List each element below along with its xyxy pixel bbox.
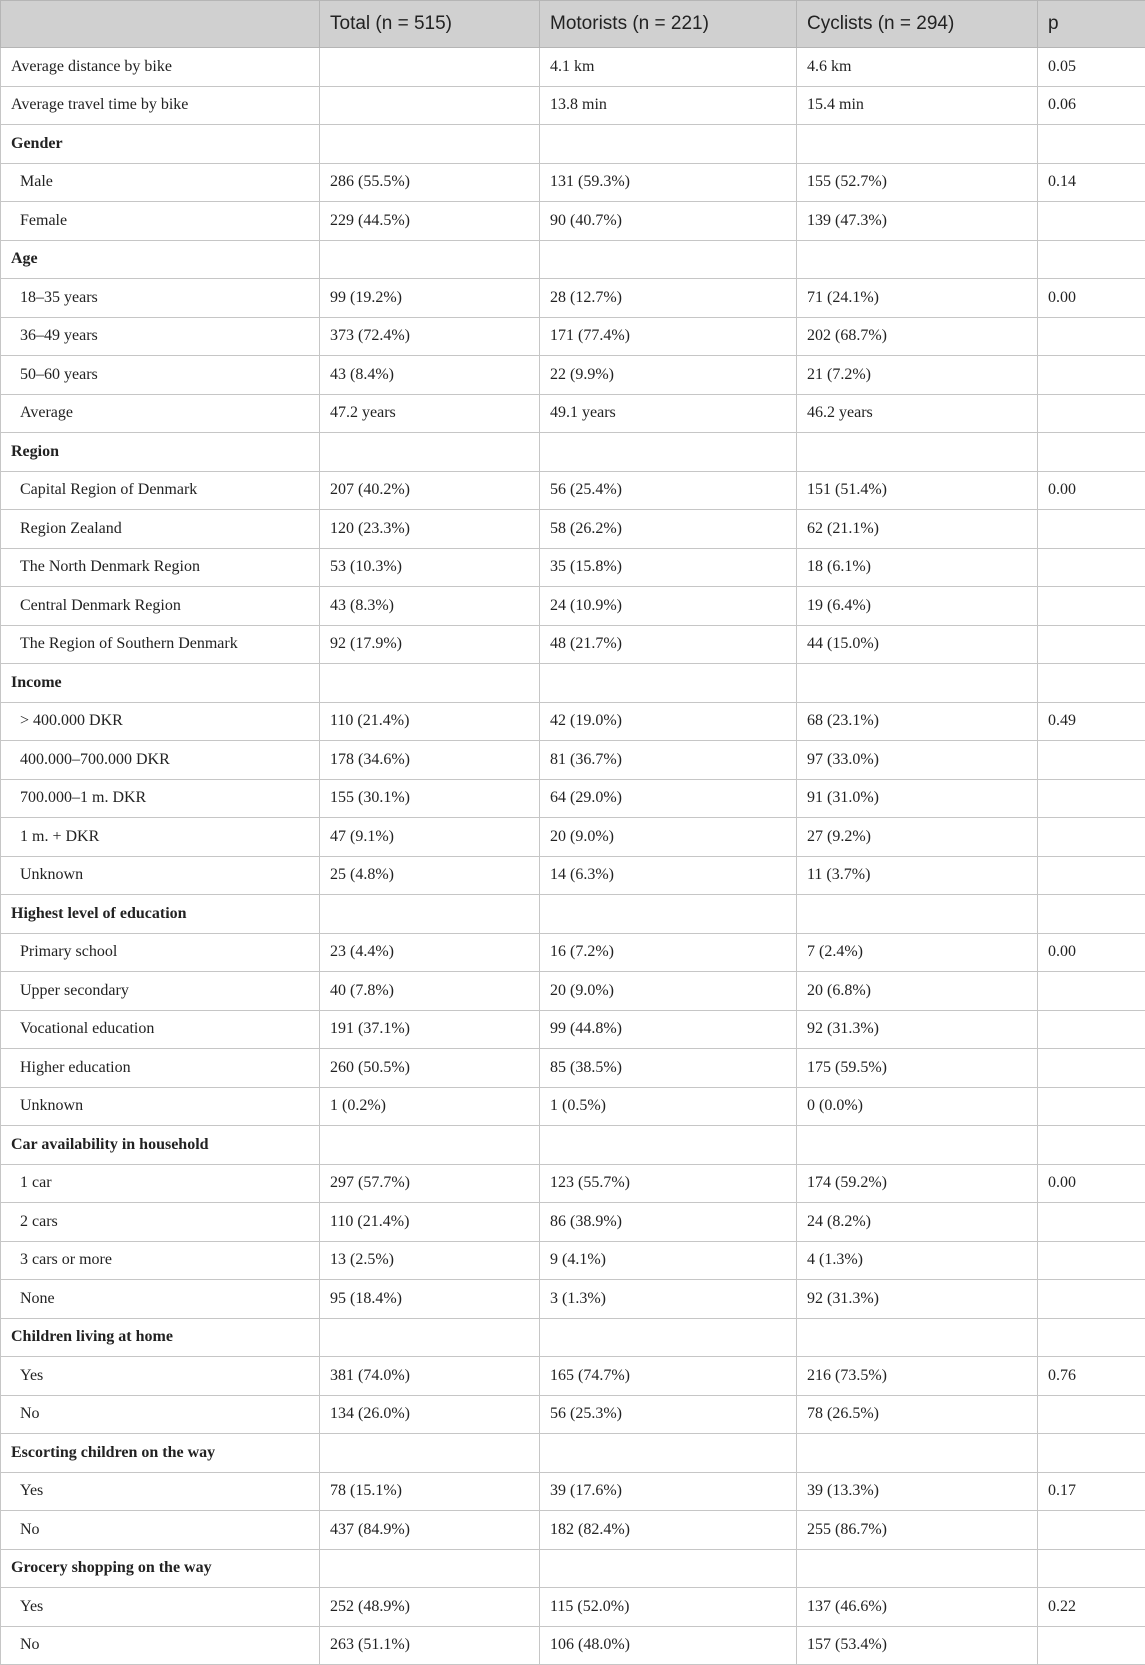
total-cell: 229 (44.5%) (320, 202, 540, 241)
motorists-cell: 48 (21.7%) (540, 625, 797, 664)
p-value-cell: 0.00 (1038, 1164, 1145, 1203)
table-row (1, 779, 1145, 818)
cyclists-cell: 68 (23.1%) (797, 702, 1038, 741)
cyclists-cell: 139 (47.3%) (797, 202, 1038, 241)
row-label: Higher education (1, 1049, 320, 1088)
table-row (1, 394, 1145, 433)
p-value-cell (1038, 394, 1145, 433)
p-value-cell (1038, 1318, 1145, 1357)
cyclists-cell (797, 1318, 1038, 1357)
total-cell: 92 (17.9%) (320, 625, 540, 664)
p-value-cell (1038, 356, 1145, 395)
total-cell: 260 (50.5%) (320, 1049, 540, 1088)
section-row (1, 895, 1145, 934)
cyclists-cell: 92 (31.3%) (797, 1280, 1038, 1319)
table-row (1, 1511, 1145, 1550)
table-row (1, 163, 1145, 202)
total-cell (320, 1126, 540, 1165)
total-cell: 191 (37.1%) (320, 1010, 540, 1049)
p-value-cell (1038, 818, 1145, 857)
table-row (1, 48, 1145, 87)
total-cell (320, 48, 540, 87)
p-value-cell (1038, 1049, 1145, 1088)
cyclists-cell (797, 240, 1038, 279)
total-cell: 43 (8.4%) (320, 356, 540, 395)
motorists-cell: 20 (9.0%) (540, 972, 797, 1011)
p-value-cell: 0.49 (1038, 702, 1145, 741)
section-heading: Highest level of education (1, 895, 320, 934)
row-label: 50–60 years (1, 356, 320, 395)
table-row (1, 741, 1145, 780)
cyclists-cell: 27 (9.2%) (797, 818, 1038, 857)
row-label: Unknown (1, 1087, 320, 1126)
p-value-cell (1038, 664, 1145, 703)
motorists-cell: 22 (9.9%) (540, 356, 797, 395)
motorists-cell: 4.1 km (540, 48, 797, 87)
cyclists-cell (797, 895, 1038, 934)
row-label: 3 cars or more (1, 1241, 320, 1280)
section-row (1, 1549, 1145, 1588)
p-value-cell: 0.76 (1038, 1357, 1145, 1396)
p-value-cell (1038, 856, 1145, 895)
cyclists-cell: 78 (26.5%) (797, 1395, 1038, 1434)
section-row (1, 664, 1145, 703)
cyclists-cell: 175 (59.5%) (797, 1049, 1038, 1088)
p-value-cell (1038, 1434, 1145, 1473)
motorists-cell: 58 (26.2%) (540, 510, 797, 549)
row-label: Yes (1, 1472, 320, 1511)
table-row (1, 1203, 1145, 1242)
motorists-cell (540, 240, 797, 279)
motorists-cell: 106 (48.0%) (540, 1626, 797, 1665)
section-row (1, 125, 1145, 164)
cyclists-cell: 20 (6.8%) (797, 972, 1038, 1011)
section-heading: Region (1, 433, 320, 472)
total-cell: 120 (23.3%) (320, 510, 540, 549)
p-value-cell (1038, 625, 1145, 664)
section-heading: Escorting children on the way (1, 1434, 320, 1473)
table-row (1, 86, 1145, 125)
motorists-cell: 165 (74.7%) (540, 1357, 797, 1396)
cyclists-cell: 46.2 years (797, 394, 1038, 433)
p-value-cell (1038, 548, 1145, 587)
row-label: 1 car (1, 1164, 320, 1203)
cyclists-cell (797, 433, 1038, 472)
motorists-cell: 24 (10.9%) (540, 587, 797, 626)
section-row (1, 433, 1145, 472)
cyclists-cell: 44 (15.0%) (797, 625, 1038, 664)
total-cell: 437 (84.9%) (320, 1511, 540, 1550)
total-cell: 110 (21.4%) (320, 1203, 540, 1242)
section-heading: Car availability in household (1, 1126, 320, 1165)
p-value-cell (1038, 1203, 1145, 1242)
row-label: Central Denmark Region (1, 587, 320, 626)
p-value-cell (1038, 1126, 1145, 1165)
table-row (1, 1626, 1145, 1665)
cyclists-cell: 157 (53.4%) (797, 1626, 1038, 1665)
cyclists-cell: 155 (52.7%) (797, 163, 1038, 202)
header-cell-cyclists: Cyclists (n = 294) (797, 1, 1038, 48)
cyclists-cell: 4 (1.3%) (797, 1241, 1038, 1280)
p-value-cell: 0.22 (1038, 1588, 1145, 1627)
motorists-cell: 28 (12.7%) (540, 279, 797, 318)
total-cell: 43 (8.3%) (320, 587, 540, 626)
cyclists-cell: 202 (68.7%) (797, 317, 1038, 356)
total-cell: 110 (21.4%) (320, 702, 540, 741)
total-cell: 13 (2.5%) (320, 1241, 540, 1280)
table-row (1, 1241, 1145, 1280)
p-value-cell (1038, 202, 1145, 241)
total-cell (320, 125, 540, 164)
total-cell: 95 (18.4%) (320, 1280, 540, 1319)
total-cell: 53 (10.3%) (320, 548, 540, 587)
motorists-cell (540, 1318, 797, 1357)
table-row (1, 625, 1145, 664)
header-cell-motorists: Motorists (n = 221) (540, 1, 797, 48)
cyclists-cell: 62 (21.1%) (797, 510, 1038, 549)
table-row (1, 818, 1145, 857)
section-heading: Grocery shopping on the way (1, 1549, 320, 1588)
total-cell: 263 (51.1%) (320, 1626, 540, 1665)
cyclists-cell: 216 (73.5%) (797, 1357, 1038, 1396)
p-value-cell (1038, 317, 1145, 356)
p-value-cell: 0.14 (1038, 163, 1145, 202)
motorists-cell: 9 (4.1%) (540, 1241, 797, 1280)
table-row (1, 279, 1145, 318)
motorists-cell: 39 (17.6%) (540, 1472, 797, 1511)
total-cell: 47.2 years (320, 394, 540, 433)
table-row (1, 1588, 1145, 1627)
table-row (1, 972, 1145, 1011)
p-value-cell (1038, 895, 1145, 934)
p-value-cell: 0.06 (1038, 86, 1145, 125)
motorists-cell: 16 (7.2%) (540, 933, 797, 972)
p-value-cell (1038, 587, 1145, 626)
header-cell-total: Total (n = 515) (320, 1, 540, 48)
motorists-cell: 85 (38.5%) (540, 1049, 797, 1088)
motorists-cell (540, 1434, 797, 1473)
table-row (1, 1164, 1145, 1203)
motorists-cell: 1 (0.5%) (540, 1087, 797, 1126)
cyclists-cell (797, 1434, 1038, 1473)
cyclists-cell: 137 (46.6%) (797, 1588, 1038, 1627)
table-row (1, 1087, 1145, 1126)
p-value-cell (1038, 1395, 1145, 1434)
p-value-cell (1038, 741, 1145, 780)
section-heading: Gender (1, 125, 320, 164)
cyclists-cell: 71 (24.1%) (797, 279, 1038, 318)
motorists-cell: 56 (25.4%) (540, 471, 797, 510)
total-cell (320, 433, 540, 472)
row-label: Average (1, 394, 320, 433)
header-row (1, 1, 1145, 48)
row-label: Region Zealand (1, 510, 320, 549)
total-cell: 78 (15.1%) (320, 1472, 540, 1511)
table-row (1, 317, 1145, 356)
cyclists-cell (797, 1126, 1038, 1165)
total-cell (320, 895, 540, 934)
total-cell: 47 (9.1%) (320, 818, 540, 857)
table-row (1, 1395, 1145, 1434)
row-label: Vocational education (1, 1010, 320, 1049)
motorists-cell: 14 (6.3%) (540, 856, 797, 895)
p-value-cell: 0.00 (1038, 471, 1145, 510)
cyclists-cell (797, 664, 1038, 703)
row-label: Average distance by bike (1, 48, 320, 87)
p-value-cell (1038, 972, 1145, 1011)
p-value-cell (1038, 1010, 1145, 1049)
cyclists-cell (797, 125, 1038, 164)
cyclists-cell: 255 (86.7%) (797, 1511, 1038, 1550)
row-label: Yes (1, 1588, 320, 1627)
row-label: No (1, 1511, 320, 1550)
total-cell: 252 (48.9%) (320, 1588, 540, 1627)
motorists-cell: 81 (36.7%) (540, 741, 797, 780)
total-cell: 178 (34.6%) (320, 741, 540, 780)
motorists-cell: 182 (82.4%) (540, 1511, 797, 1550)
p-value-cell (1038, 1280, 1145, 1319)
p-value-cell (1038, 240, 1145, 279)
table-row (1, 1472, 1145, 1511)
total-cell: 373 (72.4%) (320, 317, 540, 356)
total-cell (320, 240, 540, 279)
motorists-cell: 13.8 min (540, 86, 797, 125)
cyclists-cell: 15.4 min (797, 86, 1038, 125)
row-label: Primary school (1, 933, 320, 972)
motorists-cell (540, 1549, 797, 1588)
cyclists-cell: 19 (6.4%) (797, 587, 1038, 626)
total-cell: 25 (4.8%) (320, 856, 540, 895)
cyclists-cell: 4.6 km (797, 48, 1038, 87)
table-row (1, 1357, 1145, 1396)
p-value-cell: 0.17 (1038, 1472, 1145, 1511)
p-value-cell (1038, 510, 1145, 549)
motorists-cell: 20 (9.0%) (540, 818, 797, 857)
p-value-cell (1038, 779, 1145, 818)
header-cell-label (1, 1, 320, 48)
row-label: 2 cars (1, 1203, 320, 1242)
total-cell: 99 (19.2%) (320, 279, 540, 318)
table-row (1, 1280, 1145, 1319)
cyclists-cell: 151 (51.4%) (797, 471, 1038, 510)
row-label: Female (1, 202, 320, 241)
total-cell (320, 1318, 540, 1357)
table-row (1, 933, 1145, 972)
total-cell: 286 (55.5%) (320, 163, 540, 202)
motorists-cell: 115 (52.0%) (540, 1588, 797, 1627)
cyclists-cell: 97 (33.0%) (797, 741, 1038, 780)
total-cell: 155 (30.1%) (320, 779, 540, 818)
row-label: Average travel time by bike (1, 86, 320, 125)
motorists-cell: 99 (44.8%) (540, 1010, 797, 1049)
row-label: > 400.000 DKR (1, 702, 320, 741)
table-row (1, 202, 1145, 241)
row-label: Male (1, 163, 320, 202)
row-label: Upper secondary (1, 972, 320, 1011)
motorists-cell: 3 (1.3%) (540, 1280, 797, 1319)
row-label: None (1, 1280, 320, 1319)
motorists-cell: 131 (59.3%) (540, 163, 797, 202)
section-row (1, 240, 1145, 279)
p-value-cell (1038, 1511, 1145, 1550)
total-cell: 381 (74.0%) (320, 1357, 540, 1396)
p-value-cell (1038, 1241, 1145, 1280)
p-value-cell: 0.05 (1038, 48, 1145, 87)
table-row (1, 1010, 1145, 1049)
cyclists-cell: 11 (3.7%) (797, 856, 1038, 895)
cyclists-cell: 24 (8.2%) (797, 1203, 1038, 1242)
row-label: 1 m. + DKR (1, 818, 320, 857)
row-label: Capital Region of Denmark (1, 471, 320, 510)
p-value-cell: 0.00 (1038, 933, 1145, 972)
table-row (1, 702, 1145, 741)
p-value-cell (1038, 1549, 1145, 1588)
row-label: The Region of Southern Denmark (1, 625, 320, 664)
motorists-cell: 171 (77.4%) (540, 317, 797, 356)
motorists-cell (540, 664, 797, 703)
total-cell: 207 (40.2%) (320, 471, 540, 510)
row-label: Yes (1, 1357, 320, 1396)
cyclists-cell (797, 1549, 1038, 1588)
cyclists-cell: 92 (31.3%) (797, 1010, 1038, 1049)
table-row (1, 510, 1145, 549)
row-label: Unknown (1, 856, 320, 895)
motorists-cell: 49.1 years (540, 394, 797, 433)
p-value-cell: 0.00 (1038, 279, 1145, 318)
header-cell-p: p (1038, 1, 1145, 48)
total-cell: 134 (26.0%) (320, 1395, 540, 1434)
table-row (1, 471, 1145, 510)
cyclists-cell: 7 (2.4%) (797, 933, 1038, 972)
motorists-cell: 64 (29.0%) (540, 779, 797, 818)
row-label: The North Denmark Region (1, 548, 320, 587)
p-value-cell (1038, 125, 1145, 164)
p-value-cell (1038, 1087, 1145, 1126)
cyclists-cell: 0 (0.0%) (797, 1087, 1038, 1126)
cyclists-cell: 18 (6.1%) (797, 548, 1038, 587)
section-row (1, 1434, 1145, 1473)
row-label: 18–35 years (1, 279, 320, 318)
table-row (1, 1049, 1145, 1088)
motorists-cell (540, 895, 797, 934)
motorists-cell: 90 (40.7%) (540, 202, 797, 241)
motorists-cell: 42 (19.0%) (540, 702, 797, 741)
cyclists-cell: 91 (31.0%) (797, 779, 1038, 818)
motorists-cell: 56 (25.3%) (540, 1395, 797, 1434)
motorists-cell: 123 (55.7%) (540, 1164, 797, 1203)
cyclists-cell: 21 (7.2%) (797, 356, 1038, 395)
p-value-cell (1038, 1626, 1145, 1665)
p-value-cell (1038, 433, 1145, 472)
section-row (1, 1126, 1145, 1165)
row-label: No (1, 1395, 320, 1434)
table-row (1, 356, 1145, 395)
motorists-cell: 35 (15.8%) (540, 548, 797, 587)
total-cell (320, 664, 540, 703)
section-heading: Age (1, 240, 320, 279)
cyclists-cell: 39 (13.3%) (797, 1472, 1038, 1511)
table-row (1, 587, 1145, 626)
motorists-cell (540, 125, 797, 164)
section-heading: Income (1, 664, 320, 703)
section-heading: Children living at home (1, 1318, 320, 1357)
total-cell (320, 1549, 540, 1588)
table-row (1, 548, 1145, 587)
row-label: 400.000–700.000 DKR (1, 741, 320, 780)
total-cell: 40 (7.8%) (320, 972, 540, 1011)
row-label: No (1, 1626, 320, 1665)
total-cell: 1 (0.2%) (320, 1087, 540, 1126)
total-cell (320, 86, 540, 125)
table-row (1, 856, 1145, 895)
total-cell (320, 1434, 540, 1473)
section-row (1, 1318, 1145, 1357)
row-label: 36–49 years (1, 317, 320, 356)
row-label: 700.000–1 m. DKR (1, 779, 320, 818)
total-cell: 23 (4.4%) (320, 933, 540, 972)
cyclists-cell: 174 (59.2%) (797, 1164, 1038, 1203)
table-body (1, 48, 1145, 1665)
motorists-cell: 86 (38.9%) (540, 1203, 797, 1242)
motorists-cell (540, 433, 797, 472)
motorists-cell (540, 1126, 797, 1165)
total-cell: 297 (57.7%) (320, 1164, 540, 1203)
